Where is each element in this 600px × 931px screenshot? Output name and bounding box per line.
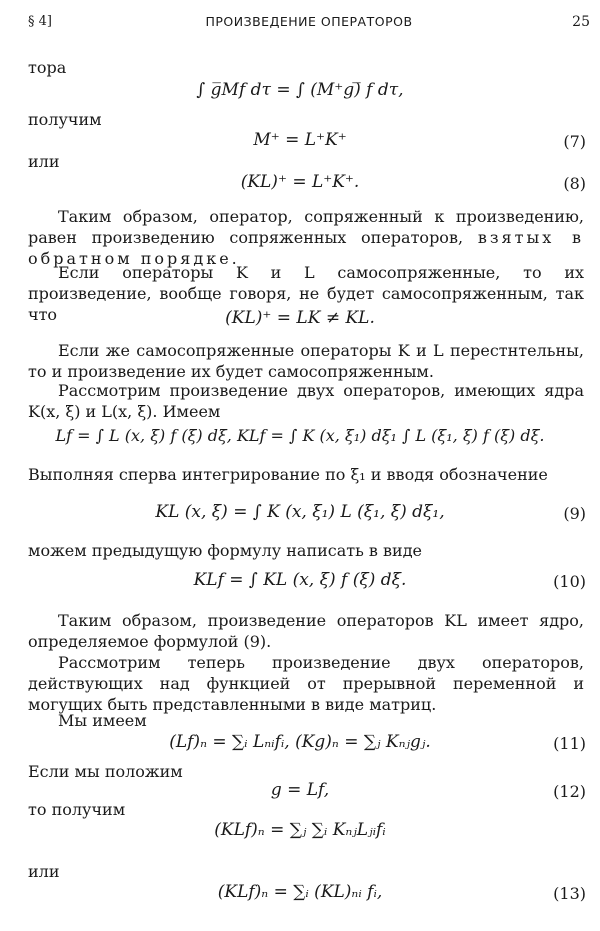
section-marker: § 4] — [28, 14, 52, 29]
emphasized-text: взятых в обратном порядке. — [28, 228, 585, 268]
paragraph-kernel-formula: Таким образом, произведение операторов KL имеет ядро, определяемое формулой (9). — [28, 611, 584, 651]
text-to-poluchim: то получим — [28, 800, 126, 819]
running-title: ПРОИЗВЕДЕНИЕ ОПЕРАТОРОВ — [205, 14, 413, 29]
running-header — [28, 14, 590, 34]
paragraph-selfadjoint: Если операторы K и L самосопряженные, то их произведение, вообще говоря, не будет самосопряженным, так что — [28, 263, 584, 324]
paragraph-integration: Выполняя сперва интегрирование по ξ₁ и вводя обозначение — [28, 465, 548, 484]
paragraph-rewrite: можем предыдущую формулу написать в виде — [28, 541, 423, 560]
equation-adjoint: ∫ g̅Mf dτ = ∫ (M⁺g)̅ f dτ, — [196, 80, 404, 100]
equation-number-12: (12) — [553, 782, 586, 801]
equation-number-11: (11) — [553, 734, 586, 753]
equation-number-10: (10) — [553, 572, 586, 591]
equation-number-7: (7) — [563, 132, 586, 151]
paragraph-matrices: Рассмотрим теперь произведение двух операторов, действующих над функцией от прерывной переменной и могущих быть представленными в виде матриц. — [28, 653, 584, 714]
equation-kernels: Lf = ∫ L (x, ξ) f (ξ) dξ, KLf = ∫ K (x, ξ₁) dξ₁ ∫ L (ξ₁, ξ) f (ξ) dξ. — [55, 426, 545, 445]
equation-number-9: (9) — [563, 504, 586, 523]
text-ili-1: или — [28, 152, 60, 171]
equation-13: (KLf)ₙ = ∑ᵢ (KL)ₙᵢ fᵢ, — [217, 882, 383, 902]
paragraph-we-have: Мы имеем — [58, 711, 147, 730]
equation-product-matrix: (KLf)ₙ = ∑ⱼ ∑ᵢ KₙⱼLⱼᵢfᵢ — [214, 820, 386, 840]
text-esli-my-polozhim: Если мы положим — [28, 762, 183, 781]
equation-9: KL (x, ξ) = ∫ K (x, ξ₁) L (ξ₁, ξ) dξ₁, — [155, 502, 445, 522]
text-poluchim: получим — [28, 110, 102, 129]
equation-11: (Lf)ₙ = ∑ᵢ Lₙᵢfᵢ, (Kg)ₙ = ∑ⱼ Kₙⱼgⱼ. — [169, 732, 431, 752]
equation-10: KLf = ∫ KL (x, ξ) f (ξ) dξ. — [193, 570, 407, 590]
text-ili-2: или — [28, 862, 60, 881]
equation-7: M⁺ = L⁺K⁺ — [253, 130, 347, 150]
page-number: 25 — [572, 14, 590, 30]
paragraph-commuting: Если же самосопряженные операторы K и L перестнтельны, то и произведение их будет самосопряженным. — [28, 341, 584, 381]
equation-noncommuting: (KL)⁺ = LK ≠ KL. — [225, 308, 375, 328]
equation-number-13: (13) — [553, 884, 586, 903]
paragraph-kernels: Рассмотрим произведение двух операторов, имеющих ядра K(x, ξ) и L(x, ξ). Имеем — [28, 381, 584, 421]
text-tora: тора — [28, 58, 67, 77]
equation-8: (KL)⁺ = L⁺K⁺. — [240, 172, 360, 192]
paragraph-text: Таким образом, оператор, сопряженный к произведению, равен произведению сопряженных операторов, — [28, 207, 584, 247]
equation-number-8: (8) — [563, 174, 586, 193]
equation-12: g = Lf, — [270, 780, 330, 800]
paragraph-conclusion-adjoint — [28, 206, 584, 269]
